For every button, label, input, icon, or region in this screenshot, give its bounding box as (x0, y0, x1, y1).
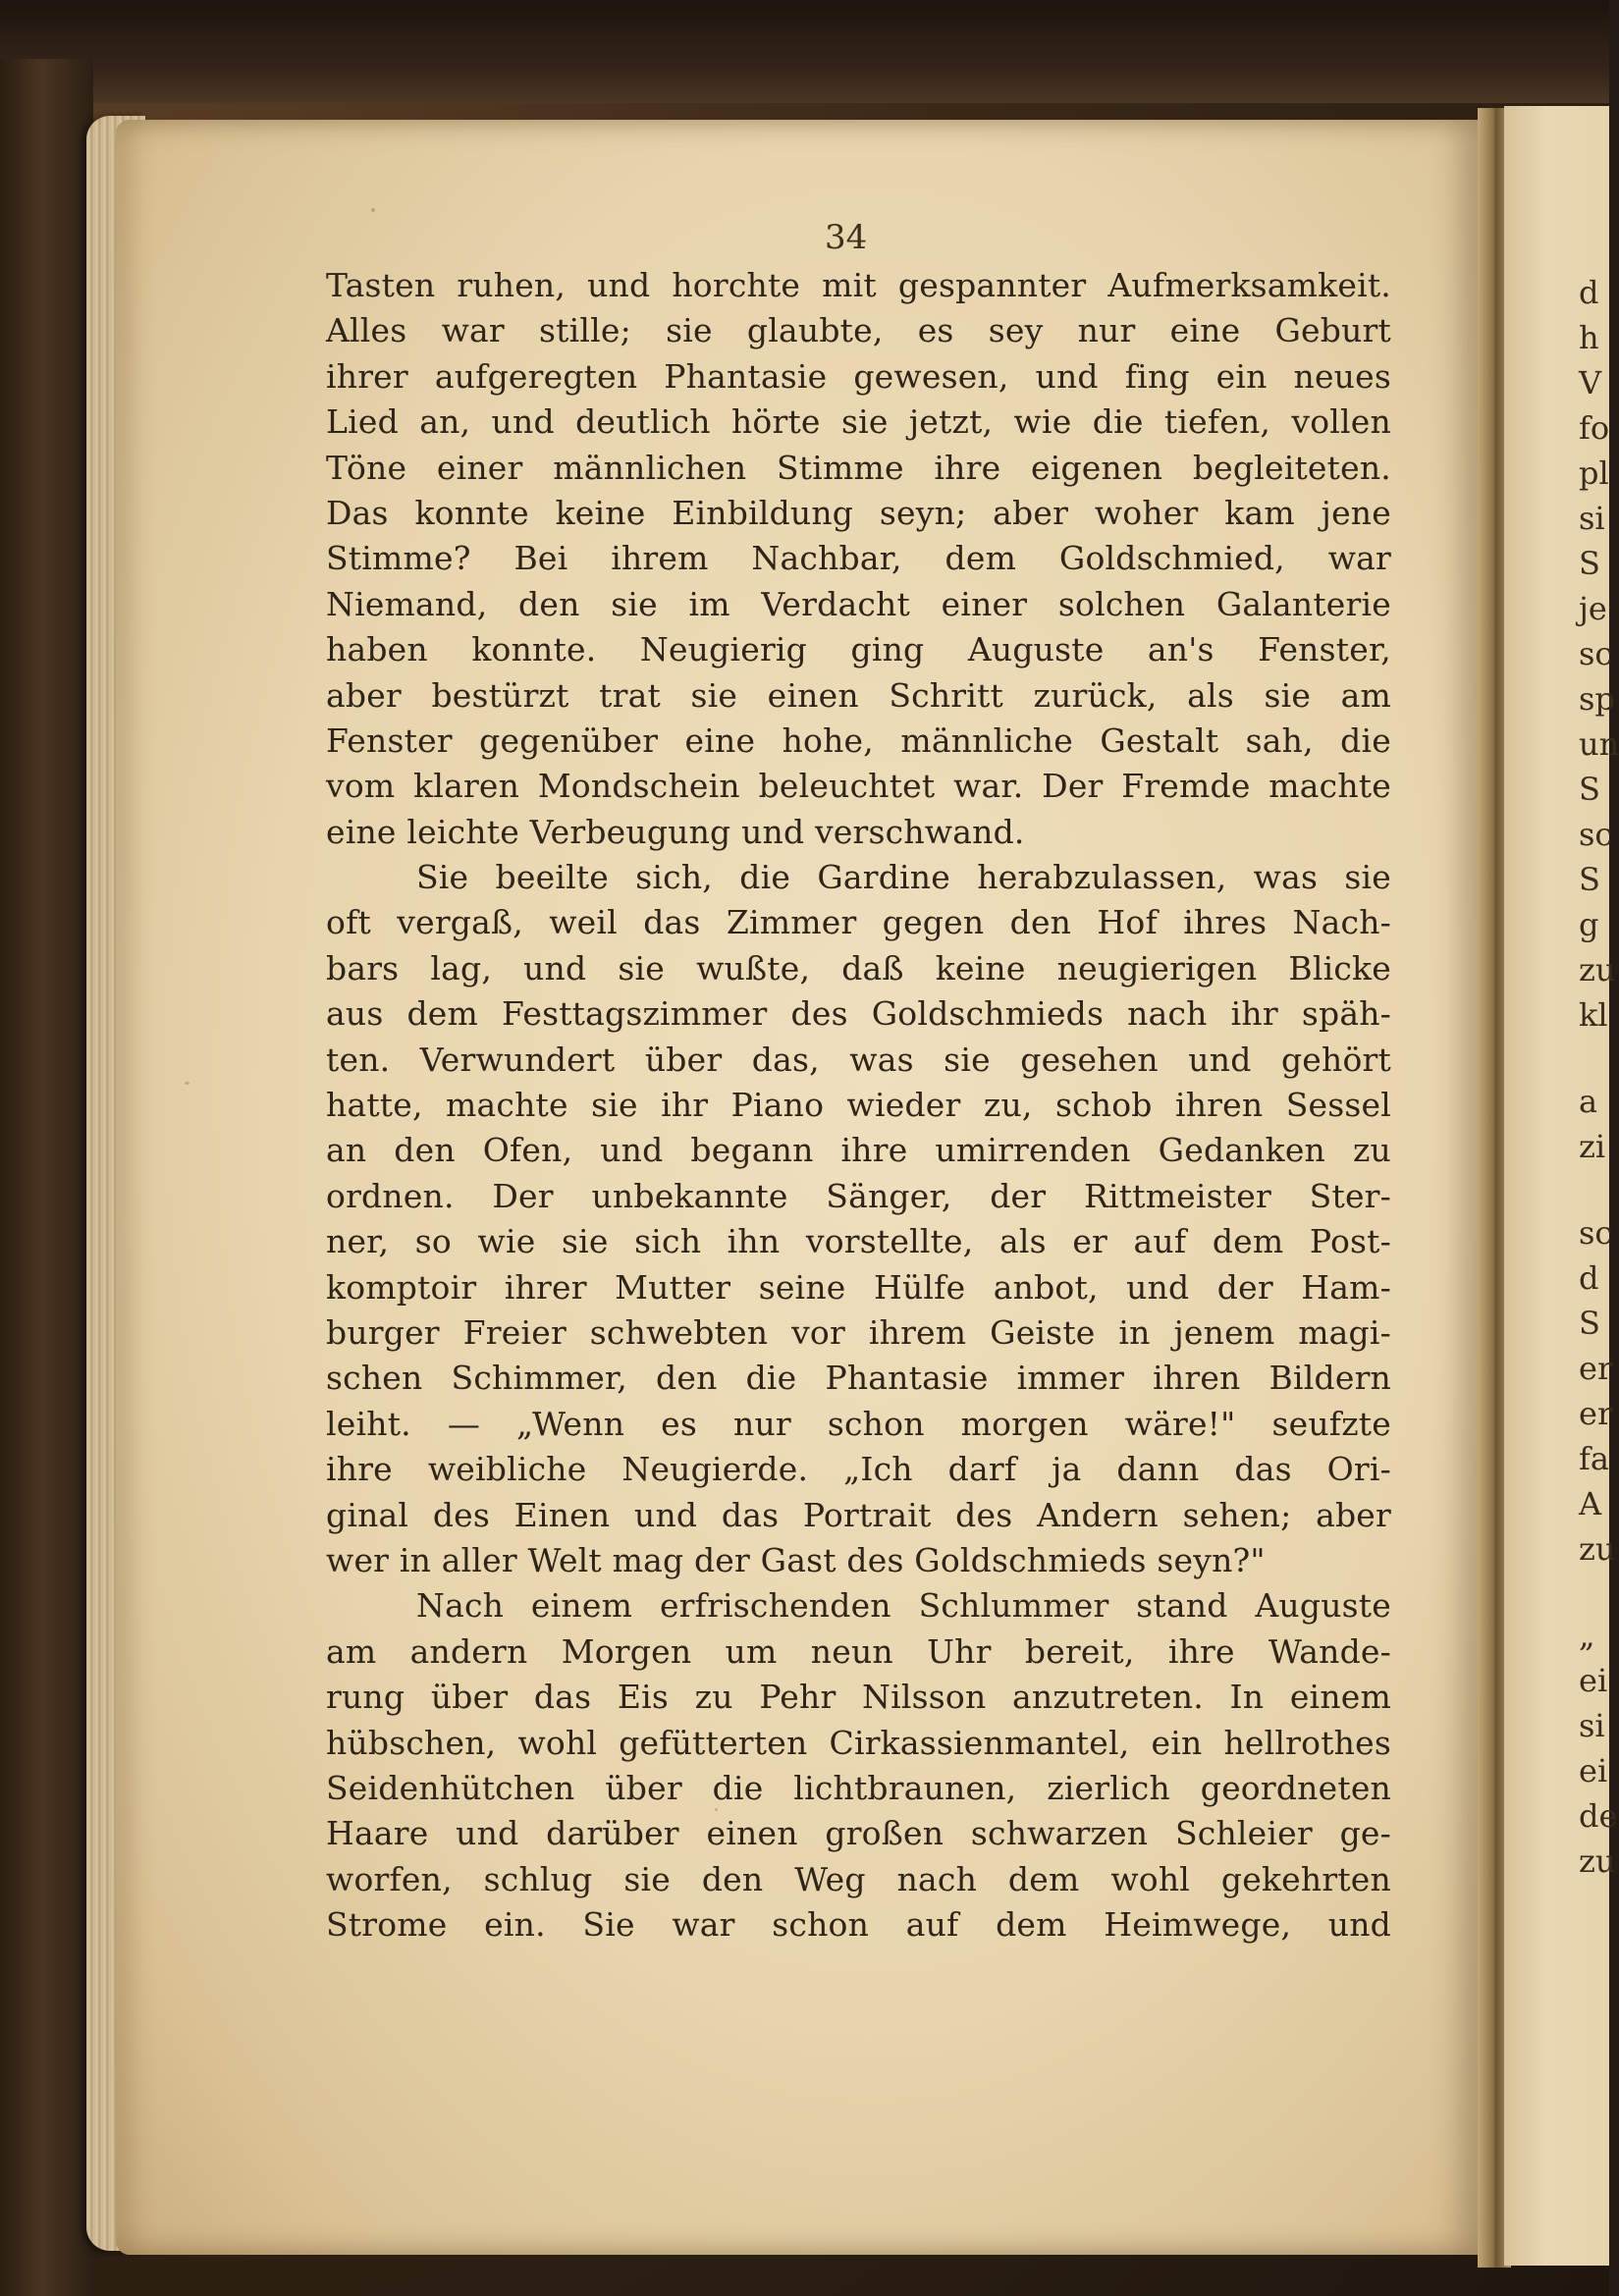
text-line: ordnen. Der unbekannte Sänger, der Rittmeister Ster- (326, 1176, 1391, 1215)
right-page-fragment: er (1579, 1395, 1613, 1432)
text-line: rung über das Eis zu Pehr Nilsson anzutreten. In einem (326, 1678, 1391, 1717)
text-line: Lied an, und deutlich hörte sie jetzt, wie die tiefen, vollen (326, 402, 1391, 442)
right-page-fragment: sc (1579, 635, 1613, 672)
right-page-fragment: „ (1579, 1617, 1595, 1654)
text-line: schen Schimmer, den die Phantasie immer ihren Bildern (326, 1359, 1391, 1398)
right-page-fragment: sc (1579, 816, 1613, 853)
right-page-fragment (1579, 1038, 1609, 1079)
text-line: Das konnte keine Einbildung seyn; aber woher kam jene (326, 493, 1391, 532)
text-line: ihrer aufgeregten Phantasie gewesen, und fing ein neues (326, 356, 1391, 396)
right-page-fragment: d (1579, 1259, 1599, 1297)
text-line: ner, so wie sie sich ihn vorstellte, als er auf dem Post- (326, 1222, 1391, 1261)
right-page-fragment: er (1579, 1350, 1613, 1387)
right-page-fragment: S (1579, 771, 1600, 808)
right-page-fragment: sp (1579, 680, 1615, 718)
text-line: bars lag, und sie wußte, daß keine neugierigen Blicke (326, 948, 1391, 988)
text-line: hübschen, wohl gefütterten Cirkassienmantel, ein hellrothes (326, 1723, 1391, 1762)
right-page-fragment: pl (1579, 454, 1609, 492)
text-line: Stimme? Bei ihrem Nachbar, dem Goldschmied, war (326, 539, 1391, 578)
text-line: worfen, schlug sie den Weg nach dem wohl gekehrten (326, 1859, 1391, 1898)
text-line: komptoir ihrer Mutter seine Hülfe anbot, und der Ham- (326, 1267, 1391, 1307)
right-page-fragment: ei (1579, 1662, 1608, 1699)
text-line: eine leichte Verbeugung und verschwand. (326, 812, 1025, 851)
text-line: burger Freier schwebten vor ihrem Geiste in jenem magi- (326, 1312, 1391, 1352)
text-line: Seidenhütchen über die lichtbraunen, zierlich geordneten (326, 1768, 1391, 1807)
text-line: oft vergaß, weil das Zimmer gegen den Hof ihres Nach- (326, 903, 1391, 942)
right-page-fragment: fa (1579, 1440, 1609, 1477)
right-page-fragment: d (1579, 274, 1599, 311)
text-line: haben konnte. Neugierig ging Auguste an's Fenster, (326, 630, 1391, 669)
right-page-fragment: S (1579, 1305, 1600, 1342)
text-line: leiht. — „Wenn es nur schon morgen wäre!" seufzte (326, 1404, 1391, 1443)
right-page-fragment: fo (1579, 409, 1610, 447)
right-page-fragment: S (1579, 861, 1600, 898)
right-page-fragment: de (1579, 1797, 1618, 1835)
page-number: 34 (825, 218, 868, 257)
text-line: Tasten ruhen, und horchte mit gespannter Aufmerksamkeit. (326, 266, 1391, 304)
right-page-fragment: si (1579, 500, 1605, 537)
cover-top-edge (0, 0, 1609, 103)
text-line: an den Ofen, und begann ihre umirrenden Gedanken zu (326, 1131, 1391, 1170)
text-line: aus dem Festtagszimmer des Goldschmieds nach ihr späh- (326, 994, 1391, 1034)
text-line: Töne einer männlichen Stimme ihre eigenen begleiteten. (326, 448, 1391, 487)
right-page-fragment: h (1579, 319, 1599, 356)
right-page-fragment: g (1579, 906, 1599, 943)
text-line: Haare und darüber einen großen schwarzen Schleier ge- (326, 1814, 1391, 1853)
text-line: hatte, machte sie ihr Piano wieder zu, schob ihren Sessel (326, 1086, 1391, 1125)
text-line: Fenster gegenüber eine hohe, männliche Gestalt sah, die (326, 721, 1391, 760)
text-line: Alles war stille; sie glaubte, es sey nur eine Geburt (326, 311, 1391, 350)
right-page-text (1579, 270, 1619, 1884)
text-line: am andern Morgen um neun Uhr bereit, ihre Wande- (326, 1631, 1391, 1671)
right-page-fragment: zu (1579, 951, 1616, 988)
text-line: Sie beeilte sich, die Gardine herabzulassen, was sie (416, 858, 1391, 897)
right-page-fragment: a (1579, 1083, 1598, 1120)
text-line: Strome ein. Sie war schon auf dem Heimwege, und (326, 1905, 1391, 1945)
text-line: aber bestürzt trat sie einen Schritt zurück, als sie am (326, 675, 1391, 715)
right-page-fragment: zu (1579, 1530, 1616, 1568)
cover-left-edge (0, 59, 93, 2296)
text-line: ginal des Einen und das Portrait des Andern sehen; aber (326, 1495, 1391, 1534)
text-line: wer in aller Welt mag der Gast des Goldschmieds seyn?" (326, 1540, 1266, 1579)
right-page-fragment: un (1579, 725, 1619, 763)
right-page-fragment: ei (1579, 1752, 1608, 1789)
right-page-fragment: kl (1579, 996, 1608, 1034)
right-page-fragment: V (1579, 364, 1602, 401)
right-page-fragment (1579, 1572, 1609, 1613)
right-page-fragment (1579, 1169, 1609, 1210)
right-page-fragment: A (1579, 1485, 1602, 1522)
right-page-fragment: zi (1579, 1128, 1606, 1165)
text-line: Niemand, den sie im Verdacht einer solchen Galanterie (326, 584, 1391, 623)
right-page-fragment: je (1579, 590, 1607, 627)
text-line: ten. Verwundert über das, was sie gesehen und gehört (326, 1040, 1391, 1079)
text-line: Nach einem erfrischenden Schlummer stand Auguste (416, 1586, 1391, 1626)
right-page-fragment: S (1579, 545, 1600, 582)
text-line: ihre weibliche Neugierde. „Ich darf ja dann das Ori- (326, 1450, 1391, 1489)
text-line: vom klaren Mondschein beleuchtet war. Der Fremde machte (326, 767, 1391, 806)
page-text (326, 263, 1391, 1948)
right-page-fragment: zu (1579, 1842, 1616, 1880)
right-page-fragment: si (1579, 1707, 1605, 1744)
right-page-fragment: sc (1579, 1214, 1613, 1252)
